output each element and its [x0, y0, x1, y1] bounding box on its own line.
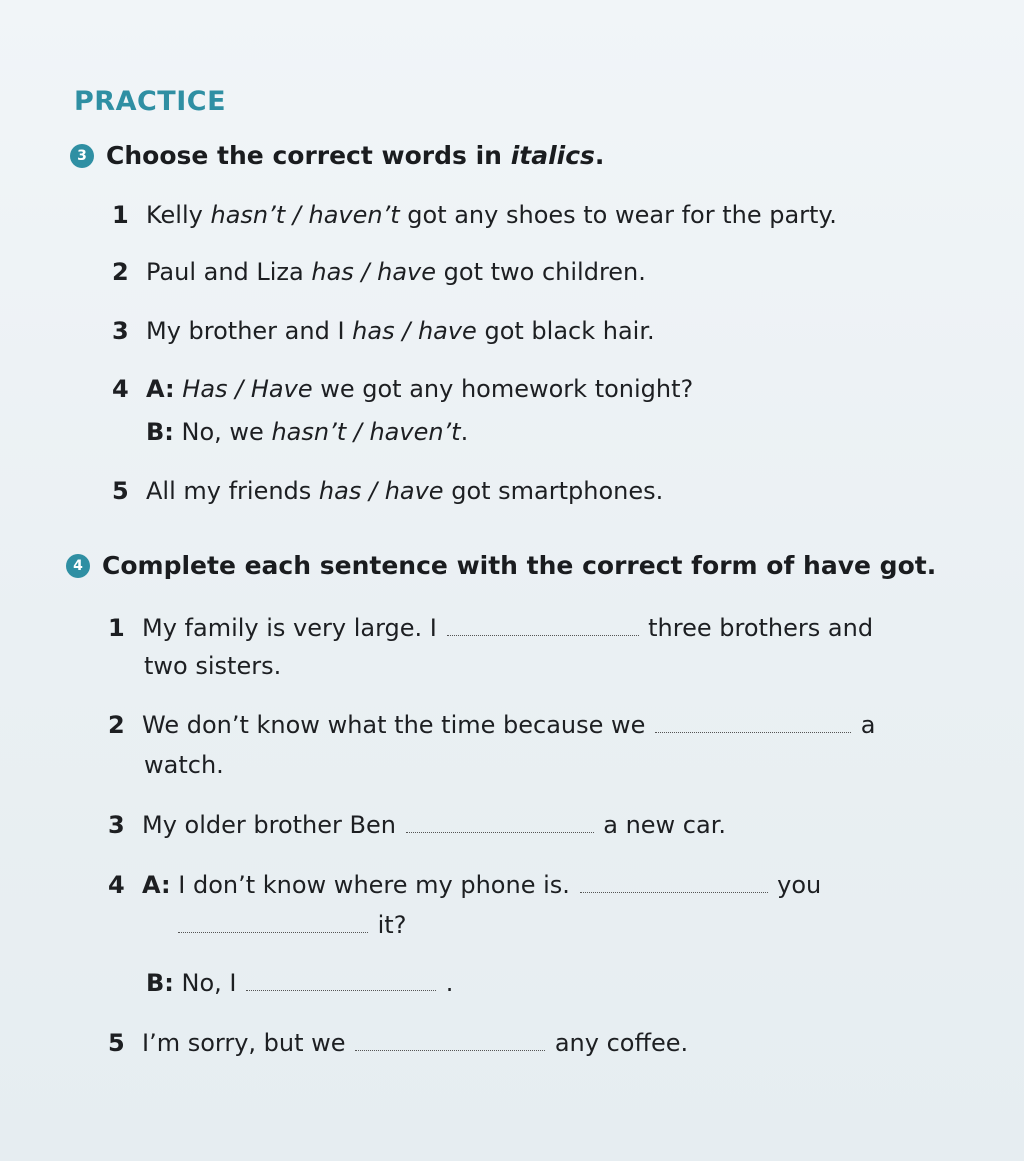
exercise-4-item-4-line-b: B: No, I . [146, 969, 454, 997]
answer-blank[interactable] [580, 872, 768, 893]
exercise-4-heading [66, 551, 936, 580]
option-choice[interactable]: has / have [352, 317, 477, 345]
option-choice[interactable]: has / have [311, 258, 437, 286]
exercise-3-instruction: Choose the correct words in italics. [106, 141, 605, 170]
exercise-4-item-5: 5 I’m sorry, but we any coffee. [108, 1029, 689, 1057]
answer-blank[interactable] [406, 812, 594, 833]
option-choice[interactable]: hasn’t / haven’t [271, 418, 461, 446]
answer-blank[interactable] [447, 615, 639, 636]
option-choice[interactable]: has / have [318, 477, 444, 505]
option-choice[interactable]: hasn’t / haven’t [210, 201, 400, 229]
answer-blank[interactable] [655, 712, 851, 733]
exercise-4-item-1: 1 My family is very large. I three brothers and [108, 614, 874, 642]
exercise-3-item-4-line-a: 4 A: Has / Have we got any homework tonight? [112, 375, 694, 403]
exercise-3-item-4-line-b: B: No, we hasn’t / haven’t. [146, 418, 469, 446]
exercise-4-item-2-continued: watch. [144, 751, 224, 779]
exercise-4-item-2: 2 We don’t know what the time because we a [108, 711, 876, 739]
exercise-3-item-5: 5 All my friends has / have got smartphones. [112, 477, 664, 505]
exercise-3-item-2: 2 Paul and Liza has / have got two children. [112, 258, 646, 286]
option-choice[interactable]: Has / Have [182, 375, 313, 403]
answer-blank[interactable] [246, 970, 436, 991]
answer-blank[interactable] [355, 1030, 545, 1051]
exercise-4-item-3: 3 My older brother Ben a new car. [108, 811, 727, 839]
exercise-4-item-1-continued: two sisters. [144, 652, 282, 680]
exercise-3-item-1: 1 Kelly hasn’t / haven’t got any shoes to wear for the party. [112, 201, 837, 229]
exercise-4-item-4-line-a2: it? [176, 906, 406, 944]
exercise-3-heading [70, 141, 604, 170]
section-title: PRACTICE [74, 86, 227, 117]
exercise-4-number-badge: 4 [66, 554, 90, 578]
exercise-3-number-badge: 3 [70, 144, 94, 168]
exercise-3-item-3: 3 My brother and I has / have got black hair. [112, 317, 655, 345]
answer-blank[interactable] [178, 912, 368, 933]
exercise-4-instruction: Complete each sentence with the correct form of have got. [102, 551, 937, 580]
exercise-4-item-4-line-a: 4 A: I don’t know where my phone is. you [108, 871, 822, 899]
